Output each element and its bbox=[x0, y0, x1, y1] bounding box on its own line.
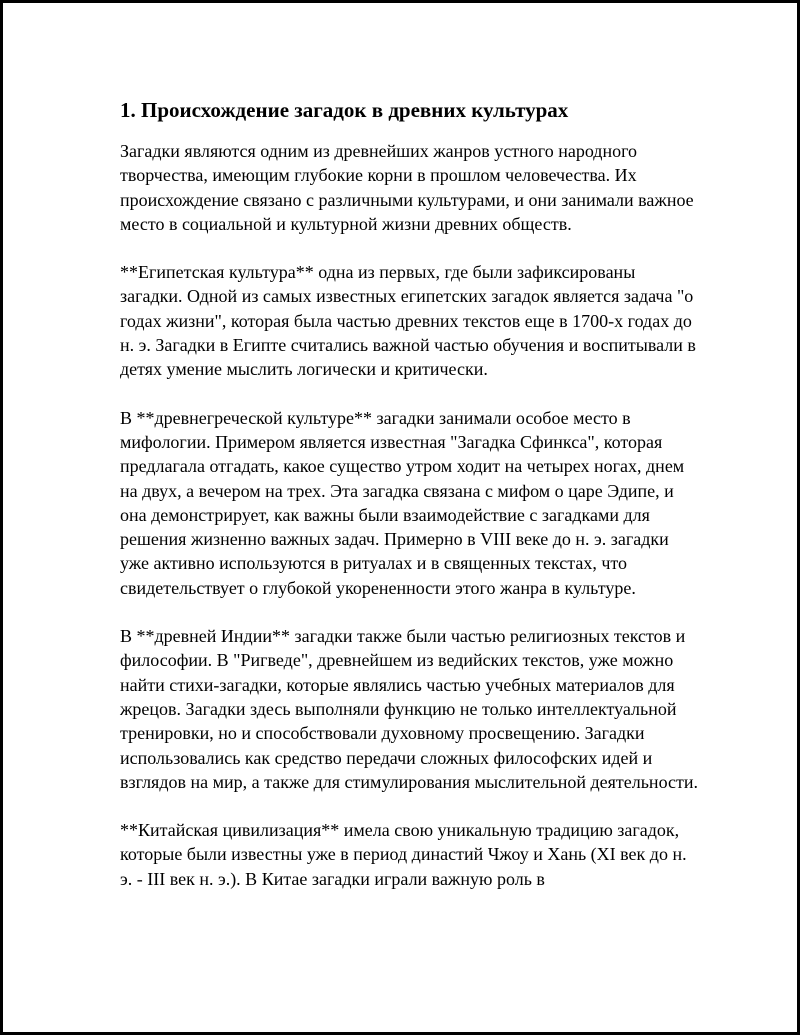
paragraph-egypt: **Египетская культура** одна из первых, где были зафиксированы загадки. Одной из самых известных египетских загадок является задача "о годах жизни", которая была частью древних текстов еще в 1700-х годах до н. э. Загадки в Египте считались важной частью обучения и воспитывали в детях умение мыслить логически и критически. bbox=[120, 262, 696, 380]
paragraph-china: **Китайская цивилизация** имела свою уникальную традицию загадок, которые были известны уже в период династий Чжоу и Хань (XI век до н. э. - III век н. э.). В Китае загадки играли важную роль в bbox=[120, 820, 687, 889]
paragraph-greece: В **древнегреческой культуре** загадки занимали особое место в мифологии. Примером является известная "Загадка Сфинкса", которая предлагала отгадать, какое существо утром ходит на четырех ногах, днем на двух, а вечером на трех. Эта загадка связана с мифом о царе Эдипе, и она демонстрирует, как важны были взаимодействие с загадками для решения жизненно важных задач. Примерно в VIII веке до н. э. загадки уже активно используются в ритуалах и в священных текстах, что свидетельствует о глубокой укорененности этого жанра в культуре. bbox=[120, 407, 685, 598]
document-content bbox=[120, 93, 700, 915]
paragraph-intro: Загадки являются одним из древнейших жанров устного народного творчества, имеющим глубокие корни в прошлом человечества. Их происхождение связано с различными культурами, и они занимали важное место в социальной и культурной жизни древних обществ. bbox=[120, 141, 694, 234]
paragraph-india: В **древней Индии** загадки также были частью религиозных текстов и философии. В "Ригведе", древнейшем из ведийских текстов, уже можно найти стихи-загадки, которые являлись частью учебных материалов для жрецов. Загадки здесь выполняли функцию не только интеллектуальной тренировки, но и способствовали духовному просвещению. Загадки использовались как средство передачи сложных философских идей и взглядов на мир, а также для стимулирования мыслительной деятельности. bbox=[120, 626, 699, 792]
section-heading: 1. Происхождение загадок в древних культурах bbox=[120, 98, 569, 122]
